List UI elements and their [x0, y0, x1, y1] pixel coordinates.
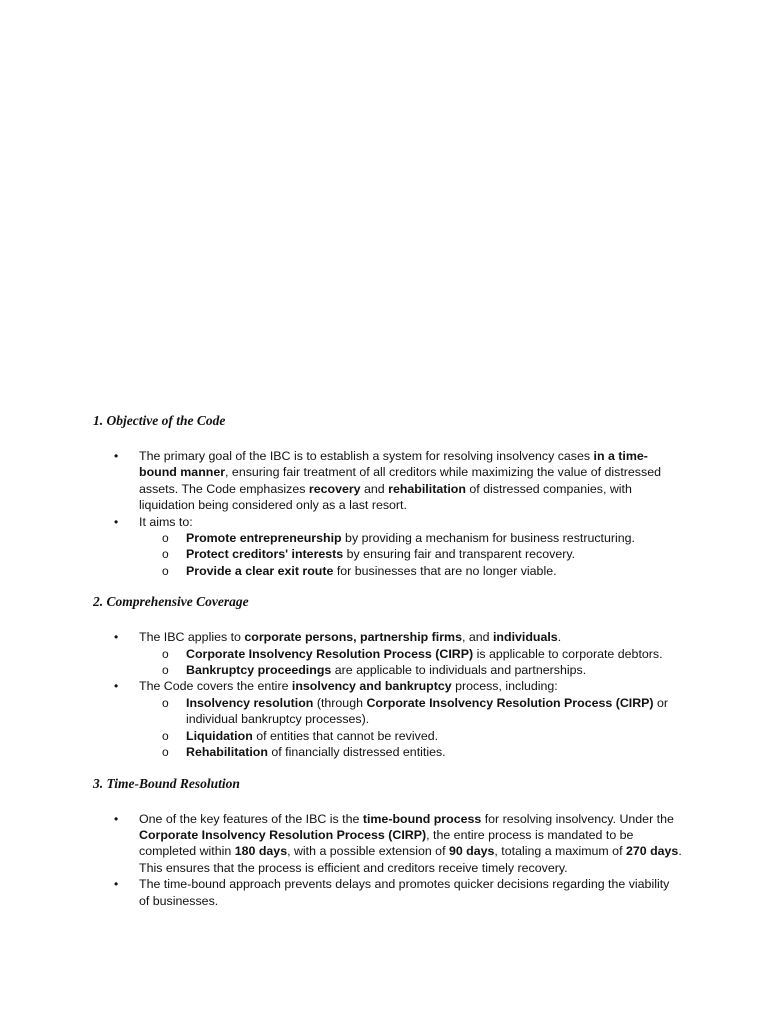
body-text: by ensuring fair and transparent recovery. — [343, 547, 576, 562]
body-text: , and — [461, 630, 493, 645]
bullet-circle-icon: o — [162, 563, 169, 578]
body-text: . This ensures that the process is efficient and creditors receive timely recovery. — [139, 844, 682, 875]
list-item — [93, 678, 683, 760]
bullet-dot-icon: • — [114, 877, 119, 892]
bullet-list — [93, 629, 683, 760]
sub-list-item-text — [186, 647, 663, 661]
body-text: (through — [313, 695, 367, 710]
emphasis-text: individuals — [492, 630, 558, 645]
emphasis-text: Corporate Insolvency Resolution Process (CIRP) — [366, 695, 654, 710]
body-text: of entities that cannot be revived. — [252, 728, 439, 743]
body-text: for resolving insolvency. Under the — [481, 811, 674, 826]
body-text: of distressed companies, with liquidation being considered only as a last resort. — [139, 481, 632, 513]
bullet-dot-icon: • — [114, 679, 119, 694]
sub-list-item-text — [186, 547, 575, 561]
emphasis-text: Insolvency resolution — [186, 695, 314, 710]
body-text: The primary goal of the IBC is to establish a system for resolving insolvency cases — [139, 449, 594, 463]
bullet-dot-icon: • — [114, 630, 119, 645]
section-3 — [93, 775, 683, 909]
bullet-circle-icon: o — [162, 547, 169, 562]
section-heading: 1. Objective of the Code — [93, 413, 226, 428]
list-item-text — [139, 679, 558, 693]
bullet-circle-icon: o — [162, 695, 169, 710]
sub-bullet-list — [139, 695, 683, 761]
section-1 — [93, 412, 683, 579]
list-item — [93, 514, 683, 580]
sub-list-item-text — [186, 663, 586, 677]
emphasis-text: recovery — [308, 481, 361, 496]
sub-bullet-list — [139, 646, 683, 679]
body-text: or individual bankruptcy processes). — [186, 695, 669, 727]
section-heading: 2. Comprehensive Coverage — [93, 594, 249, 610]
sub-list-item — [139, 563, 683, 579]
emphasis-text: Bankruptcy proceedings — [186, 663, 332, 678]
body-text: The Code covers the entire — [139, 679, 292, 694]
emphasis-text: insolvency and bankruptcy — [291, 679, 452, 694]
emphasis-text: Corporate Insolvency Resolution Process (CIRP) — [139, 827, 427, 842]
sub-list-item — [139, 662, 683, 678]
list-item — [93, 629, 683, 678]
body-text: It aims to: — [139, 514, 193, 529]
body-text: of financially distressed entities. — [267, 745, 446, 760]
emphasis-text: corporate persons, partnership firms — [244, 630, 462, 645]
emphasis-text: Protect creditors' interests — [186, 547, 344, 562]
sub-bullet-list — [139, 530, 683, 579]
body-text: and — [360, 481, 389, 496]
body-text: , with a possible extension of — [287, 844, 449, 859]
list-item-text — [139, 877, 669, 907]
bullet-circle-icon: o — [162, 745, 169, 760]
sub-list-item — [139, 646, 683, 662]
list-item-text — [139, 449, 661, 512]
sub-list-item — [139, 728, 683, 744]
list-item — [93, 448, 683, 514]
emphasis-text: time-bound process — [362, 811, 482, 826]
body-text: process, including: — [451, 679, 558, 694]
emphasis-text: Provide a clear exit route — [186, 563, 334, 578]
sub-list-item-text — [186, 729, 438, 743]
emphasis-text: in a time-bound manner — [139, 449, 648, 480]
bullet-dot-icon: • — [114, 449, 119, 463]
sub-list-item — [139, 546, 683, 562]
emphasis-text: 270 days — [625, 844, 679, 859]
section-heading: 3. Time-Bound Resolution — [93, 775, 240, 791]
emphasis-text: Rehabilitation — [186, 745, 268, 760]
emphasis-text: 180 days — [234, 844, 288, 859]
body-text: , totaling a maximum of — [494, 844, 626, 859]
body-text: are applicable to individuals and partnerships. — [331, 663, 587, 678]
body-text: by providing a mechanism for business restructuring. — [341, 531, 635, 546]
body-text: for businesses that are no longer viable. — [333, 563, 557, 578]
sub-list-item — [139, 744, 683, 760]
body-text: , the entire process is mandated to be completed within — [139, 827, 634, 859]
emphasis-text: Promote entrepreneurship — [186, 531, 342, 546]
body-text: is applicable to corporate debtors. — [473, 646, 663, 661]
sub-list-item-text — [186, 531, 635, 545]
list-item — [93, 811, 683, 877]
sub-list-item-text — [186, 564, 557, 578]
body-text: , ensuring fair treatment of all creditors while maximizing the value of distressed assets. The Code emphasizes — [139, 465, 661, 496]
bullet-dot-icon: • — [114, 514, 119, 529]
list-item-text — [139, 630, 561, 644]
sub-list-item-text — [186, 696, 668, 726]
body-text: One of the key features of the IBC is the — [139, 811, 363, 826]
emphasis-text: 90 days — [448, 844, 495, 859]
bullet-dot-icon: • — [114, 811, 119, 826]
bullet-circle-icon: o — [162, 531, 169, 546]
emphasis-text: rehabilitation — [388, 481, 466, 496]
bullet-circle-icon: o — [162, 646, 169, 661]
document-body — [93, 412, 683, 923]
list-item-text — [139, 515, 193, 529]
list-item-text — [139, 812, 682, 875]
bullet-circle-icon: o — [162, 663, 169, 678]
body-text: The IBC applies to — [139, 630, 245, 645]
bullet-circle-icon: o — [162, 728, 169, 743]
bullet-list — [93, 448, 683, 579]
body-text: The time-bound approach prevents delays and promotes quicker decisions regarding the viability of businesses. — [139, 877, 670, 908]
body-text: . — [557, 630, 562, 645]
sub-list-item — [139, 530, 683, 546]
section-2 — [93, 593, 683, 760]
list-item — [93, 876, 683, 909]
sub-list-item-text — [186, 745, 446, 759]
emphasis-text: Corporate Insolvency Resolution Process (CIRP) — [186, 646, 474, 661]
bullet-list — [93, 811, 683, 909]
emphasis-text: Liquidation — [186, 728, 253, 743]
sub-list-item — [139, 695, 683, 728]
